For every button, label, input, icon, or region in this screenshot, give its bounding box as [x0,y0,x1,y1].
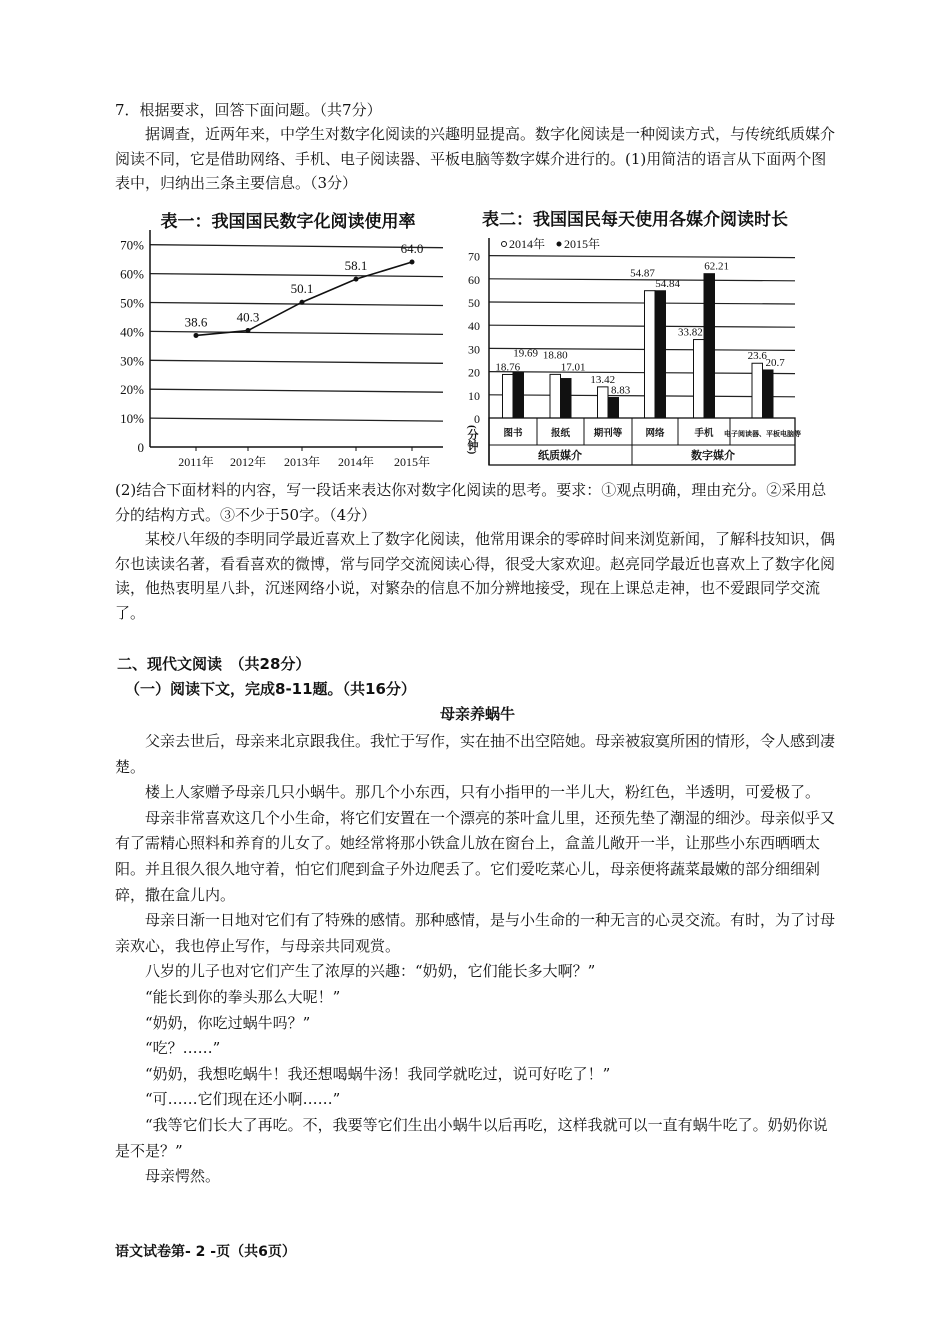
data-point [194,333,199,338]
gridline [489,395,795,397]
bar-2015年 [608,398,619,418]
bar-2014年 [645,291,656,418]
y-tick-label: 10 [468,388,480,403]
x-tick-label: 2014年 [337,455,375,469]
x-tick-label: 2013年 [283,455,321,469]
data-label: 18.76 [495,361,521,374]
x-tick-label: 2012年 [229,455,267,469]
story-paragraph: “可……它们现在还小啊……” [145,1090,341,1109]
bar-2015年 [655,291,666,418]
gridline [150,389,443,392]
bar-2014年 [550,374,561,418]
section-2-heading: 二、现代文阅读 （共28分） [117,655,311,673]
legend-swatch-2015 [557,242,562,247]
y-tick-label: 60 [468,272,480,287]
data-label: 40.3 [236,309,260,325]
gridline [489,256,795,258]
page-footer: 语文试卷第- 2 -页（共6页） [115,1244,296,1260]
data-label: 38.6 [184,314,208,330]
story-paragraph: 母亲愕然。 [145,1167,221,1186]
chart-title: 表一：我国国民数字化阅读使用率 [160,212,416,231]
data-label: 19.69 [513,347,538,360]
x-tick-label: 2015年 [393,455,431,469]
data-label: 23.6 [747,350,767,363]
y-tick-label: 50% [120,295,144,311]
data-label: 8.83 [610,384,631,397]
category-table [489,418,795,465]
category-label: 报纸 [550,429,571,439]
chart-title: 表二：我国国民每天使用各媒介阅读时长 [482,210,788,229]
story-paragraph: 楼上人家赠予母亲几只小蜗牛。那几个小东西，只有小指甲的一半儿大，粉红色，半透明，可爱极了。 [145,783,821,802]
gridline [489,302,795,304]
y-tick-label: 20% [120,382,144,398]
y-tick-label: 20 [468,365,480,380]
y-tick-label: 10% [120,411,144,427]
y-tick-label: 0 [137,440,144,455]
data-point [354,277,359,282]
data-label: 17.01 [560,361,586,374]
data-point [300,300,305,305]
data-point [410,260,415,265]
story-paragraph: 母亲日渐一日地对它们有了特殊的感情。那种感情，是与小生命的一种无言的心灵交流。有时，为了讨母亲欢心，我也停止写作，与母亲共同观赏。 [115,911,836,955]
data-label: 54.84 [655,277,680,290]
line-chart-digital-reading-rate [110,200,460,475]
y-axis-unit-label: (分钟) [466,425,478,455]
story-paragraph: “吃？……” [145,1039,221,1058]
bar-2015年 [763,370,774,418]
question-7-intro: 据调查，近两年来，中学生对数字化阅读的兴趣明显提高。数字化阅读是一种阅读方式，与传统纸质媒介阅读不同，它是借助网络、手机、电子阅读器、平板电脑等数字媒介进行的。(1)用简洁的语言从下面两个图表中，归纳出三条主要信息。（3分） [115,125,836,192]
gridline [150,274,443,277]
series-line [196,262,412,335]
gridline [489,325,795,327]
y-tick-label: 60% [120,266,144,282]
category-label: 图书 [503,429,523,439]
x-tick-label: 2011年 [178,455,214,469]
story-paragraph: “我等它们长大了再吃。不，我要等它们生出小蜗牛以后再吃，这样我就可以一直有蜗牛吃了。奶奶你说是不是？” [115,1115,828,1160]
group-label: 数字媒介 [691,450,735,462]
y-tick-label: 40 [468,319,480,334]
category-label: 电子阅读器、平板电脑等 [724,430,801,438]
question-7-title: 7．根据要求，回答下面问题。（共7分） [115,101,382,119]
section-2-subheading: （一）阅读下文，完成8-11题。（共16分） [125,680,416,698]
gridline [150,331,443,334]
bar-2015年 [704,274,715,418]
gridline [150,418,443,421]
bar-2015年 [561,379,572,418]
story-body [115,729,840,1190]
data-point [246,328,251,333]
data-label: 13.42 [590,373,616,386]
story-paragraph: 母亲非常喜欢这几个小生命，将它们安置在一个漂亮的茶叶盒儿里，还预先垫了潮湿的细沙。母亲似乎又有了需精心照料和养育的儿女了。她经常将那小铁盒儿放在窗台上，盒盖儿敞开一半，让那些小东西晒晒太阳。并且很久很久地守着，怕它们爬到盒子外边爬丢了。它们爱吃菜心儿，母亲便将蔬菜最嫩的部分细细剁碎，撒在盒儿内。 [115,808,836,904]
data-label: 58.1 [344,258,368,274]
bar-2014年 [503,374,514,418]
story-paragraph: “奶奶，你吃过蜗牛吗？” [145,1013,311,1032]
data-label: 54.87 [630,267,655,280]
data-label: 18.80 [542,349,568,362]
y-tick-label: 40% [120,324,144,340]
bar-2014年 [598,387,609,418]
category-label: 期刊等 [593,429,623,439]
story-title: 母亲养蜗牛 [439,705,515,723]
legend-swatch-2014 [502,242,507,247]
gridline [150,360,443,363]
data-label: 33.82 [677,326,703,339]
story-paragraph: 八岁的儿子也对它们产生了浓厚的兴趣：“奶奶，它们能长多大啊？” [145,962,596,981]
gridline [489,372,795,374]
bar-chart-daily-reading-time [455,200,805,475]
bar-2014年 [694,340,705,418]
question-7-part2: (2)结合下面材料的内容，写一段话来表达你对数字化阅读的思考。要求：①观点明确，理由充分。②采用总分的结构方式。③不少于50字。（4分） [115,481,827,524]
gridline [150,245,443,248]
category-label: 手机 [694,429,714,439]
y-tick-label: 30 [468,342,480,357]
story-paragraph: “奶奶，我想吃蜗牛！我还想喝蜗牛汤！我同学就吃过，说可好吃了！” [145,1064,611,1083]
data-label: 62.21 [704,260,729,273]
question-7-material: 某校八年级的李明同学最近喜欢上了数字化阅读，他常用课余的零碎时间来浏览新闻，了解科技知识，偶尔也读读名著，看看喜欢的微博，常与同学交流阅读心得，很受大家欢迎。赵亮同学最近也喜欢上了数字化阅读，他热衷明星八卦，沉迷网络小说，对繁杂的信息不加分辨地接受，现在上课总走神，也不爱跟同学交流了。 [115,530,836,622]
data-label: 64.0 [400,241,424,257]
data-label: 20.7 [765,356,785,369]
legend-label: 2015年 [564,237,601,251]
category-label: 网络 [645,429,665,439]
legend-label: 2014年 [509,237,546,251]
y-tick-label: 70% [120,237,144,253]
data-label: 50.1 [290,281,314,297]
story-paragraph: “能长到你的拳头那么大呢！” [145,987,341,1006]
y-tick-label: 30% [120,353,144,369]
bar-2015年 [513,372,524,418]
y-tick-label: 0 [474,412,480,426]
y-tick-label: 50 [468,296,480,310]
y-tick-label: 70 [468,249,480,264]
bar-2014年 [752,363,763,418]
story-paragraph: 父亲去世后，母亲来北京跟我住。我忙于写作，实在抽不出空陪她。母亲被寂寞所困的情形，令人感到凄楚。 [115,732,836,776]
group-label: 纸质媒介 [538,450,582,462]
